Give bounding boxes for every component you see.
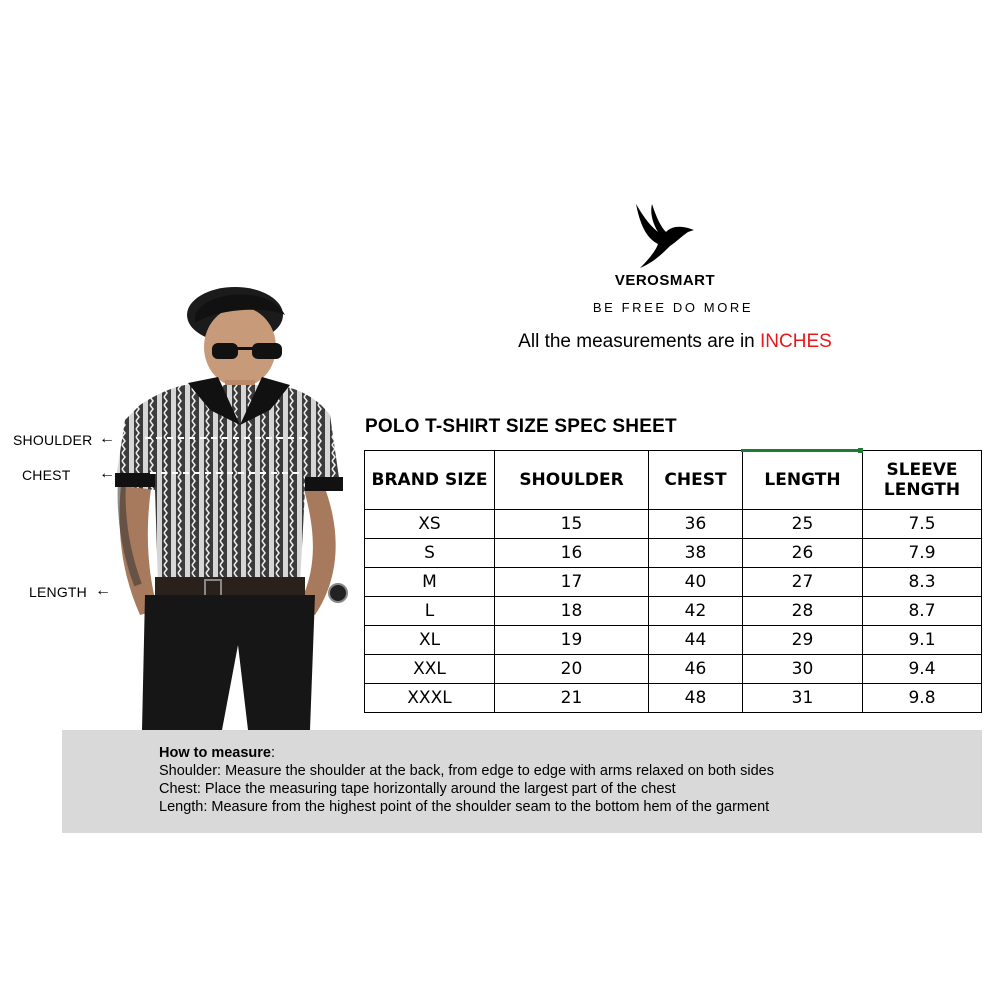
cell-shoulder: 16 [495,539,649,568]
cell-chest: 40 [649,568,743,597]
selection-handle [858,448,863,453]
header-length: LENGTH [743,451,863,510]
model-photo [100,285,360,730]
cell-sleeve-length: 9.4 [863,655,982,684]
selection-border [741,449,861,452]
cell-shoulder: 15 [495,510,649,539]
cell-chest: 48 [649,684,743,713]
units-note-prefix: All the measurements are in [518,331,761,352]
brand-tagline: BE FREE DO MORE [592,300,754,315]
chest-arrow-icon: ← [99,465,115,482]
cell-sleeve-length: 8.7 [863,597,982,626]
cell-size: XXL [365,655,495,684]
cell-sleeve-length: 9.8 [863,684,982,713]
bird-logo-icon [632,202,696,270]
cell-chest: 42 [649,597,743,626]
cell-size: S [365,539,495,568]
table-row [365,568,982,597]
how-to-chest: Chest: Place the measuring tape horizontally around the largest part of the chest [159,781,676,797]
how-to-measure-panel [62,730,982,833]
table-row [365,539,982,568]
table-header-row [365,451,982,510]
cell-size: XL [365,626,495,655]
cell-chest: 38 [649,539,743,568]
cell-length: 31 [743,684,863,713]
brand-name: VEROSMART [614,272,716,289]
table-row [365,597,982,626]
cell-size: XXXL [365,684,495,713]
shoulder-label: SHOULDER [13,432,93,448]
table-row [365,655,982,684]
units-word: INCHES [760,331,832,352]
cell-length: 28 [743,597,863,626]
cell-shoulder: 20 [495,655,649,684]
how-to-shoulder: Shoulder: Measure the shoulder at the back, from edge to edge with arms relaxed on both sides [159,763,774,779]
length-label: LENGTH [29,584,87,600]
cell-size: M [365,568,495,597]
cell-sleeve-length: 9.1 [863,626,982,655]
cell-chest: 46 [649,655,743,684]
table-title: POLO T-SHIRT SIZE SPEC SHEET [365,416,677,437]
cell-size: XS [365,510,495,539]
cell-length: 27 [743,568,863,597]
length-arrow-icon: ← [95,582,111,599]
how-to-length: Length: Measure from the highest point of the shoulder seam to the bottom hem of the garment [159,799,770,815]
cell-length: 26 [743,539,863,568]
cell-sleeve-length: 8.3 [863,568,982,597]
chest-label: CHEST [22,467,71,483]
cell-chest: 44 [649,626,743,655]
header-shoulder: SHOULDER [495,451,649,510]
size-spec-table [364,450,982,713]
cell-shoulder: 17 [495,568,649,597]
how-to-title-text: How to measure [159,745,271,761]
cell-size: L [365,597,495,626]
cell-sleeve-length: 7.5 [863,510,982,539]
cell-length: 25 [743,510,863,539]
header-brand-size: BRAND SIZE [365,451,495,510]
cell-shoulder: 21 [495,684,649,713]
how-to-title-colon: : [271,745,276,761]
cell-shoulder: 18 [495,597,649,626]
cell-chest: 36 [649,510,743,539]
shoulder-arrow-icon: ← [99,430,115,447]
units-note [480,331,870,353]
cell-shoulder: 19 [495,626,649,655]
how-to-title [159,744,774,762]
cell-sleeve-length: 7.9 [863,539,982,568]
header-chest: CHEST [649,451,743,510]
cell-length: 29 [743,626,863,655]
table-row [365,626,982,655]
header-sleeve-length: SLEEVE LENGTH [863,451,982,510]
table-row [365,510,982,539]
cell-length: 30 [743,655,863,684]
table-row [365,684,982,713]
